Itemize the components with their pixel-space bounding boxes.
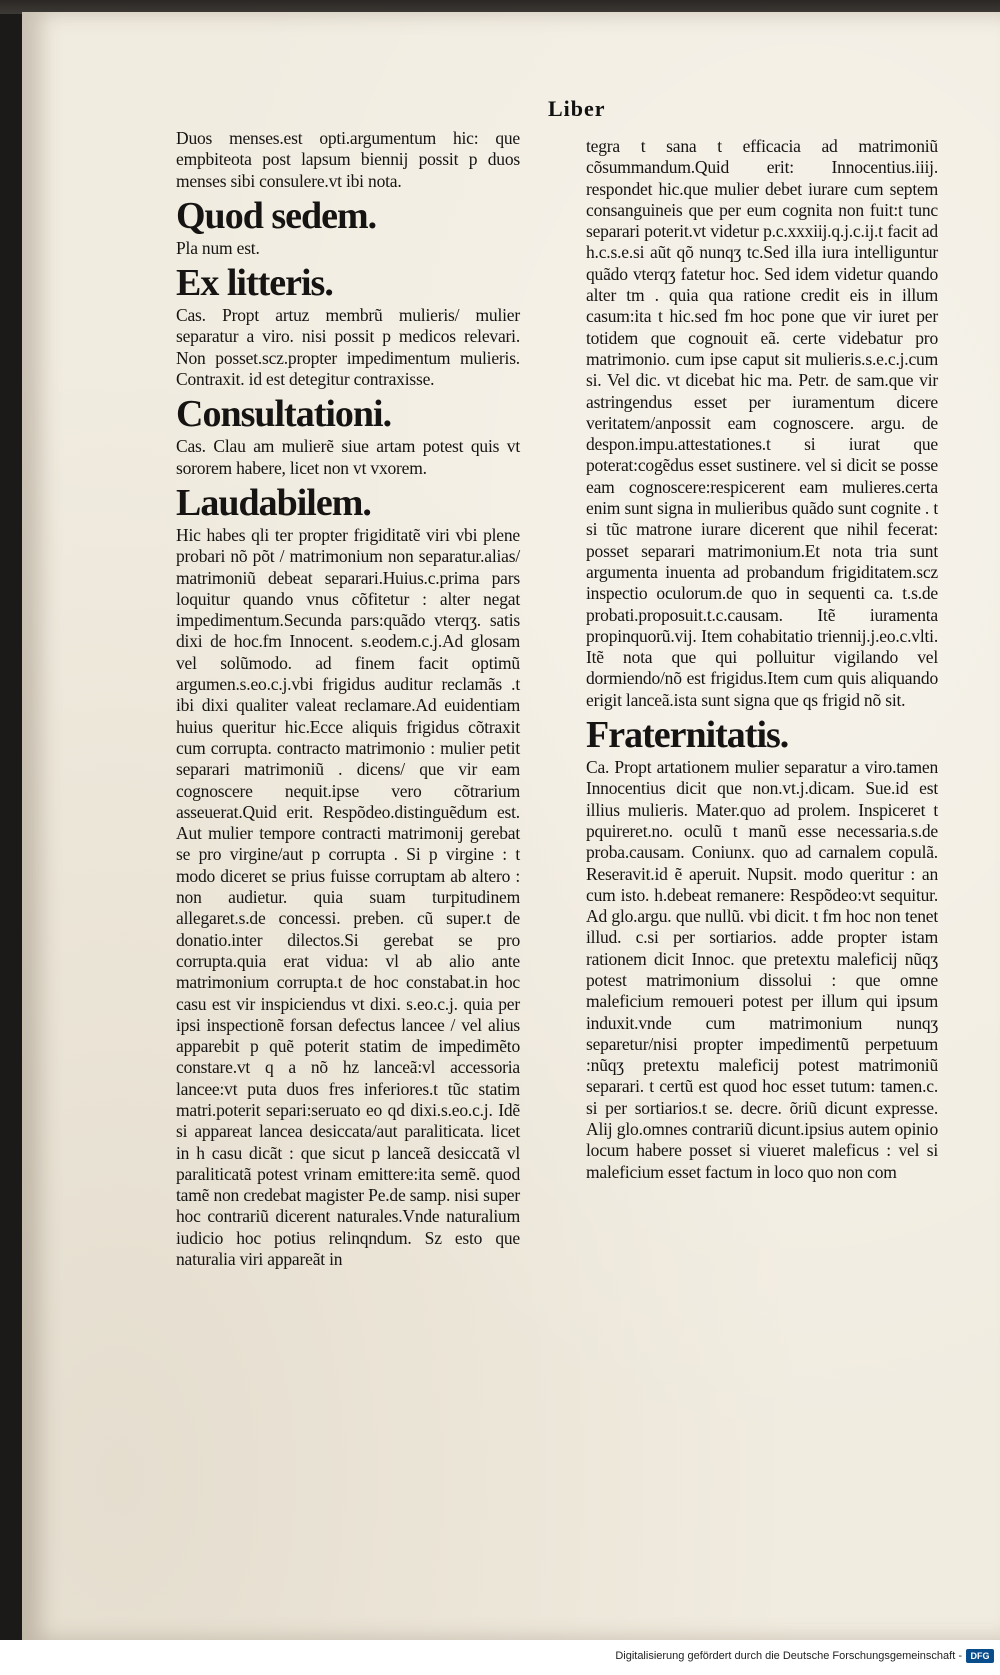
left-column xyxy=(176,128,520,1270)
rubric-heading: Quod sedem. xyxy=(176,194,377,237)
paragraph: tegra t sana t efficacia ad matrimoniũ cõsummandum.Quid erit: Innocentius.iiij. respondet hic.que mulier debet iurare cum septem consanguineis que per eum cognita non fuit:t tunc separari poterit.vt videtur p.c.xxxiij.q.j.c.ij.t facit ad h.c.s.e.si aũt qõ nunqʒ tc.Sed illa iura intelliguntur quãdo vterqʒ fatetur hoc. Sed idem videtur quando alter tm . quia qua ratione credit eis in illum casum:ita t hic.sed fm hoc pone que vir iuret per totidem que cognouit eã. certe videbatur pro matrimonio. cum ipse caput sit mulieris.s.e.c.j.cum si. Vel dic. vt dicebat hic ma. Petr. de sam.que vir astringendus esset per iuramentum dicere veritatem/anpossit eam cognoscere. argu. de despon.impu.attestationes.t si iurat que poterat:cogẽdus esset sustinere. vel si dicit se posse eam cognoscere:respicerent eam mulieres.certa enim sunt signa in mulieribus quãdo sunt cognite . t si tũc matrone iurare dicerent que nihil fecerat: posset separari matrimonium.Et nota tria sunt argumenta inuenta ad probandum frigiditatem.scz inspectio oculorum.de quo in sequenti ca. t.s.de probati.proposuit.t.c.causam. Itẽ iuramenta propinquorũ.vij. Item cohabitatio triennij.j.eo.c.vlti. Itẽ nota que qui polluitur vigilando vel dormiendo/nõ est frigidus.Item cum quis aliquando erigit lanceã.ista sunt signa que qs frigid nõ sit. xyxy=(586,136,938,710)
paragraph: Hic habes qli ter propter frigiditatẽ viri vbi plene probari nõ põt / matrimonium non separatur.alias/ matrimoniũ debeat separari.Huius.c.prima pars loquitur quando vnus cõfitetur : alter negat impedimentum.Secunda pars:quãdo vterqʒ. satis dixi de hoc.fm Innocent. s.eodem.c.j.Ad glosam vel solũmodo. ad finem facit optimũ argumen.s.eo.c.j.vbi frigidus auditur reclamãs .t ibi dixi qualiter valeat reclamare.Ad euidentiam huius queritur hic.Ecce aliquis frigidus cõtraxit cum corrupta. contracto matrimonio : mulier petit separari matrimoniũ . dicens/ que vir eam cognoscere nequit.ipse vero cõtrarium asseuerat.Quid erit. Respõdeo.distinguẽdum est. Aut mulier tempore contracti matrimonij gerebat se pro virgine/aut p corrupta . Si p virgine : t modo diceret se prius fuisse corruptam ab altero : non audietur. quia suam turpitudinem allegaret.s.de concessi. preben. cũ super.t de donatio.inter dilectos.Si gerebat se pro corrupta.quia erat vidua: vl ab alio ante matrimonium corrupta.t de hoc constabat.in hoc casu est vir inspiciendus vt dixi. s.eo.c.j. quia per ipsi inspectionẽ forsan defectus lancee / vel alius apparebit p quẽ poterit statim de impedimẽto constare.vt q a nõ hz lanceã:vl accessoria lancee:vt puta duos fres inferiores.t tũc statim matri.poterit separi:seruato eo qd dixi.s.eo.c.j. Idẽ si appareat lancea desiccata/aut paraliticata. licet in h casu dicãt : que sicut p lanceã desiccatã vl paraliticatã potest vrinam emittere:ita semẽ. quod tamẽ non credebat magister Pe.de samp. nisi super hoc contrariũ dicerent naturales.Vnde naturalium iudicio hoc potius relinqndum. Sz esto que naturalia viri appareãt in xyxy=(176,524,520,1270)
rubric-heading: Consultationi. xyxy=(176,393,392,436)
section xyxy=(176,394,520,479)
running-head: Liber xyxy=(548,96,606,121)
footer-credit: Digitalisierung gefördert durch die Deutsche Forschungsgemeinschaft - xyxy=(615,1650,962,1662)
paragraph: Cas. Propt artuz membrũ mulieris/ mulier separatur a viro. nisi possit p medicos relevari. Non posset.scz.propter impedimentum mulieris. Contraxit. id est detegitur contraxisse. xyxy=(176,305,520,390)
paragraph: Ca. Propt artationem mulier separatur a viro.tamen Innocentius dicit que non.vt.j.dicam. Sue.id est illius mulieris. Mater.quo ad prolem. Inspiceret t pquireret.no. oculũ t manũ esse necessaria.s.de proba.causam. Coniunx. quo ad carnalem copulã. Reseravit.id ẽ aperuit. Nupsit. modo queritur : an cum isto. h.debeat remanere: Respõdeo:vt sequitur. Ad glo.argu. que nullũ. vbi dicit. t fm hoc non tenet illud. c.si per sortiarios. adde propter istam rationem dicit Innoc. que pretextu maleficij nũqʒ potest matrimonium dissolui : que omne maleficium remoueri potest per illum qui ipsum induxit.vnde cum matrimonium nunqʒ separetur/nisi propter impedimentũ perpetuum :nũqʒ pretextu maleficij potest matrimoniũ separari. t certũ est quod hoc esset tutum: tamen.c. si per sortiarios.t se. decre. õriũ dicunt expresse. Alij glo.omnes contrariũ dicunt.ipsius autem opinio locum habere posset si viueret maleficus : vel si maleficium esset factum in loco quo non com xyxy=(586,757,938,1182)
paragraph: Cas. Clau am mulierẽ siue artam potest quis vt sororem habere, licet non vt vxorem. xyxy=(176,436,520,478)
section xyxy=(176,196,520,259)
paragraph: Pla num est. xyxy=(176,237,260,258)
dfg-logo-icon: DFG xyxy=(966,1649,994,1663)
right-column xyxy=(586,136,938,1183)
rubric-heading: Fraternitatis. xyxy=(586,714,789,757)
section xyxy=(586,715,938,1183)
section xyxy=(176,263,520,390)
section xyxy=(176,483,520,1270)
paragraph: Duos menses.est opti.argumentum hic: que empbiteota post lapsum biennij possit p duos menses sibi consulere.vt ibi nota. xyxy=(176,128,520,191)
rubric-heading: Ex litteris. xyxy=(176,262,333,305)
rubric-heading: Laudabilem. xyxy=(176,481,371,524)
